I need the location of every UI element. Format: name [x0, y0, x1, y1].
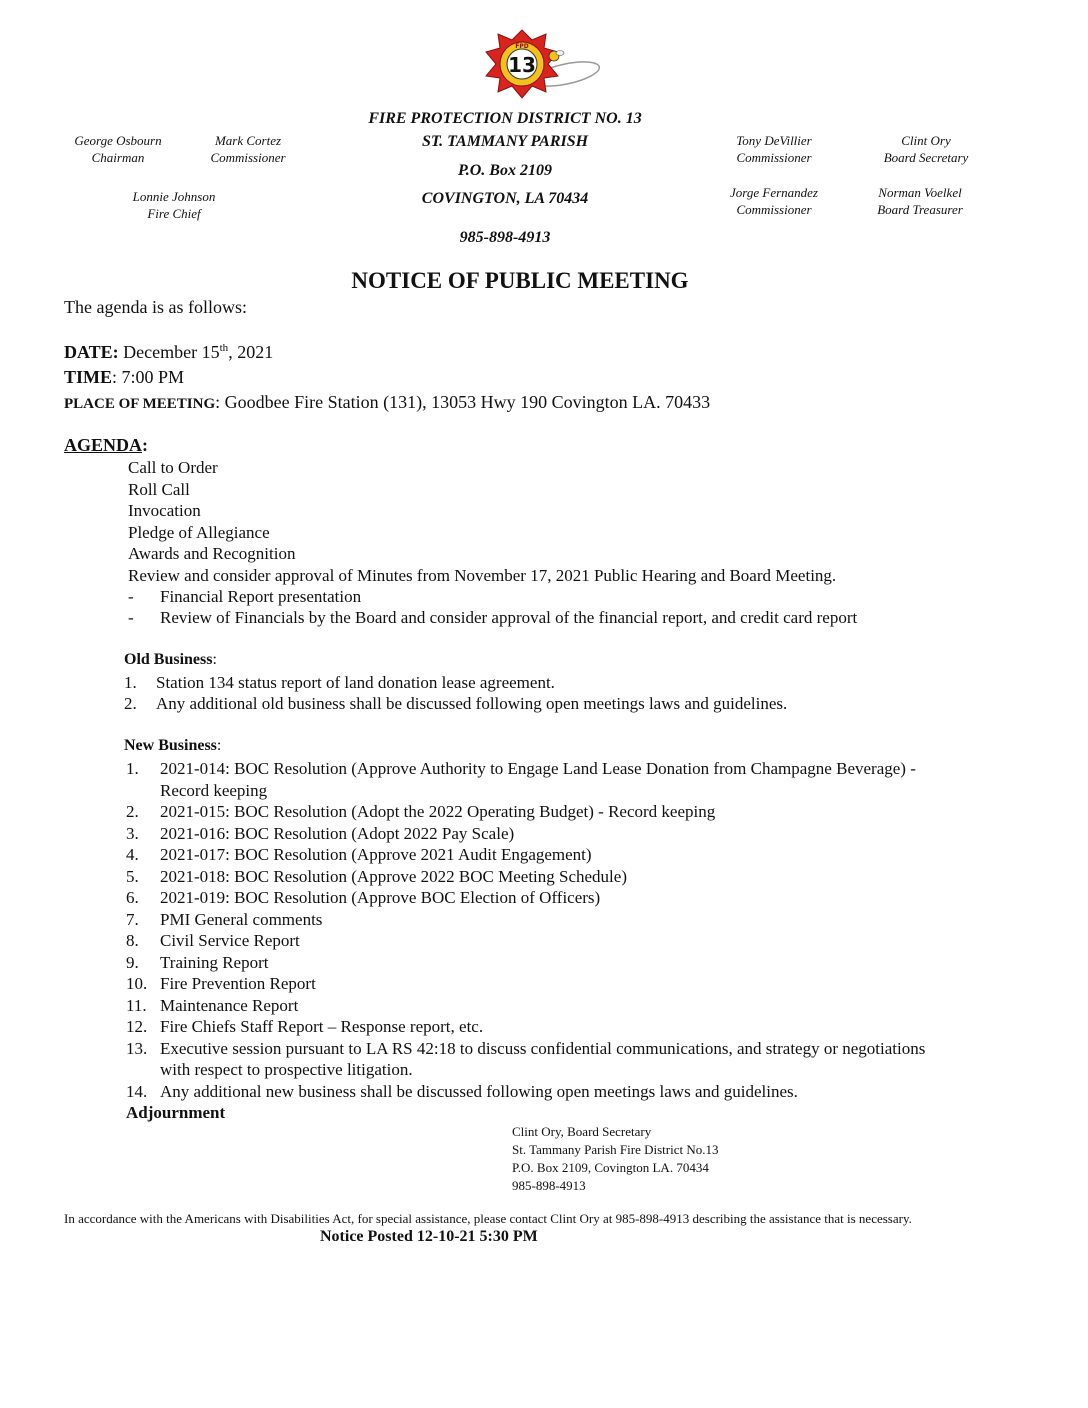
- official-board-treasurer: Norman Voelkel Board Treasurer: [877, 185, 963, 217]
- new-business-item: 14. Any additional new business shall be discussed following open meetings laws and guidelines.: [126, 1081, 798, 1101]
- new-business-item: 12. Fire Chiefs Staff Report – Response report, etc.: [126, 1017, 484, 1036]
- new-business-item: 5. 2021-018: BOC Resolution (Approve 2022 BOC Meeting Schedule): [126, 866, 627, 886]
- new-business-heading: New Business:: [124, 737, 222, 754]
- meeting-time: TIME: 7:00 PM: [64, 367, 185, 387]
- fire-badge-icon: [482, 26, 606, 104]
- official-commissioner-fernandez: Jorge Fernandez Commissioner: [730, 185, 818, 217]
- signature-block: Clint Ory, Board Secretary St. Tammany Parish Fire District No.13 P.O. Box 2109, Covington LA. 70434 985-898-4913: [512, 1124, 719, 1193]
- svg-text:FPD: FPD: [515, 43, 529, 50]
- agenda-sub-item: - Financial Report presentation: [128, 587, 362, 606]
- old-business-heading: Old Business:: [124, 651, 217, 668]
- official-commissioner-devillier: Tony DeVillier Commissioner: [736, 133, 812, 165]
- official-board-secretary: Clint Ory Board Secretary: [883, 133, 969, 165]
- notice-posted: Notice Posted 12-10-21 5:30 PM: [320, 1228, 538, 1245]
- list-item: Awards and Recognition: [128, 544, 296, 563]
- new-business-list: [126, 758, 1026, 1102]
- new-business-item: 1. 2021-014: BOC Resolution (Approve Authority to Engage Land Lease Donation from Champagne Beverage) - Record keeping: [126, 759, 916, 800]
- svg-text:13: 13: [508, 53, 536, 77]
- agenda-heading: AGENDA:: [64, 435, 149, 455]
- list-item: Call to Order: [128, 458, 218, 477]
- new-business-item: 10. Fire Prevention Report: [126, 974, 316, 993]
- old-business-item: 2. Any additional old business shall be discussed following open meetings laws and guidelines.: [124, 694, 788, 713]
- new-business-item: 6. 2021-019: BOC Resolution (Approve BOC Election of Officers): [126, 888, 601, 907]
- new-business-item: 13. Executive session pursuant to LA RS 42:18 to discuss confidential communications, and strategy or negotiations with respect to prospective litigation.: [126, 1038, 926, 1079]
- new-business-item: 3. 2021-016: BOC Resolution (Adopt 2022 Pay Scale): [126, 823, 515, 843]
- agenda-list: [128, 457, 836, 586]
- adjournment: Adjournment: [126, 1103, 226, 1122]
- po-box: P.O. Box 2109: [458, 162, 552, 179]
- district-name: FIRE PROTECTION DISTRICT NO. 13: [368, 110, 642, 127]
- official-chairman: George Osbourn Chairman: [74, 133, 162, 165]
- agenda-intro: The agenda is as follows:: [64, 297, 247, 317]
- agenda-sub-item: - Review of Financials by the Board and consider approval of the financial report, and credit card report: [128, 608, 858, 627]
- phone-number: 985-898-4913: [459, 229, 551, 246]
- new-business-item: 8. Civil Service Report: [126, 931, 300, 950]
- city-address: COVINGTON, LA 70434: [421, 190, 589, 207]
- new-business-item: 11. Maintenance Report: [126, 995, 299, 1015]
- official-fire-chief: Lonnie Johnson Fire Chief: [132, 189, 216, 221]
- meeting-place: PLACE OF MEETING: Goodbee Fire Station (131), 13053 Hwy 190 Covington LA. 70433: [64, 392, 711, 412]
- notice-title: NOTICE OF PUBLIC MEETING: [351, 268, 689, 293]
- new-business-item: 7. PMI General comments: [126, 909, 323, 929]
- official-commissioner-cortez: Mark Cortez Commissioner: [210, 133, 286, 165]
- new-business-item: 2. 2021-015: BOC Resolution (Adopt the 2022 Operating Budget) - Record keeping: [126, 802, 716, 821]
- district-logo: [482, 26, 606, 104]
- list-item: Pledge of Allegiance: [128, 522, 270, 542]
- meeting-date: DATE: December 15th, 2021: [64, 342, 274, 362]
- list-item: Review and consider approval of Minutes from November 17, 2021 Public Hearing and Board Meeting.: [128, 565, 837, 585]
- list-item: Invocation: [128, 501, 201, 520]
- parish-name: ST. TAMMANY PARISH: [421, 133, 589, 150]
- new-business-item: 9. Training Report: [126, 952, 269, 972]
- new-business-item: 4. 2021-017: BOC Resolution (Approve 2021 Audit Engagement): [126, 845, 592, 864]
- ada-statement: In accordance with the Americans with Disabilities Act, for special assistance, please contact Clint Ory at 985-898-4913 describing the assistance that is necessary.: [64, 1211, 912, 1226]
- old-business-item: 1. Station 134 status report of land donation lease agreement.: [124, 673, 555, 692]
- list-item: Roll Call: [128, 479, 190, 499]
